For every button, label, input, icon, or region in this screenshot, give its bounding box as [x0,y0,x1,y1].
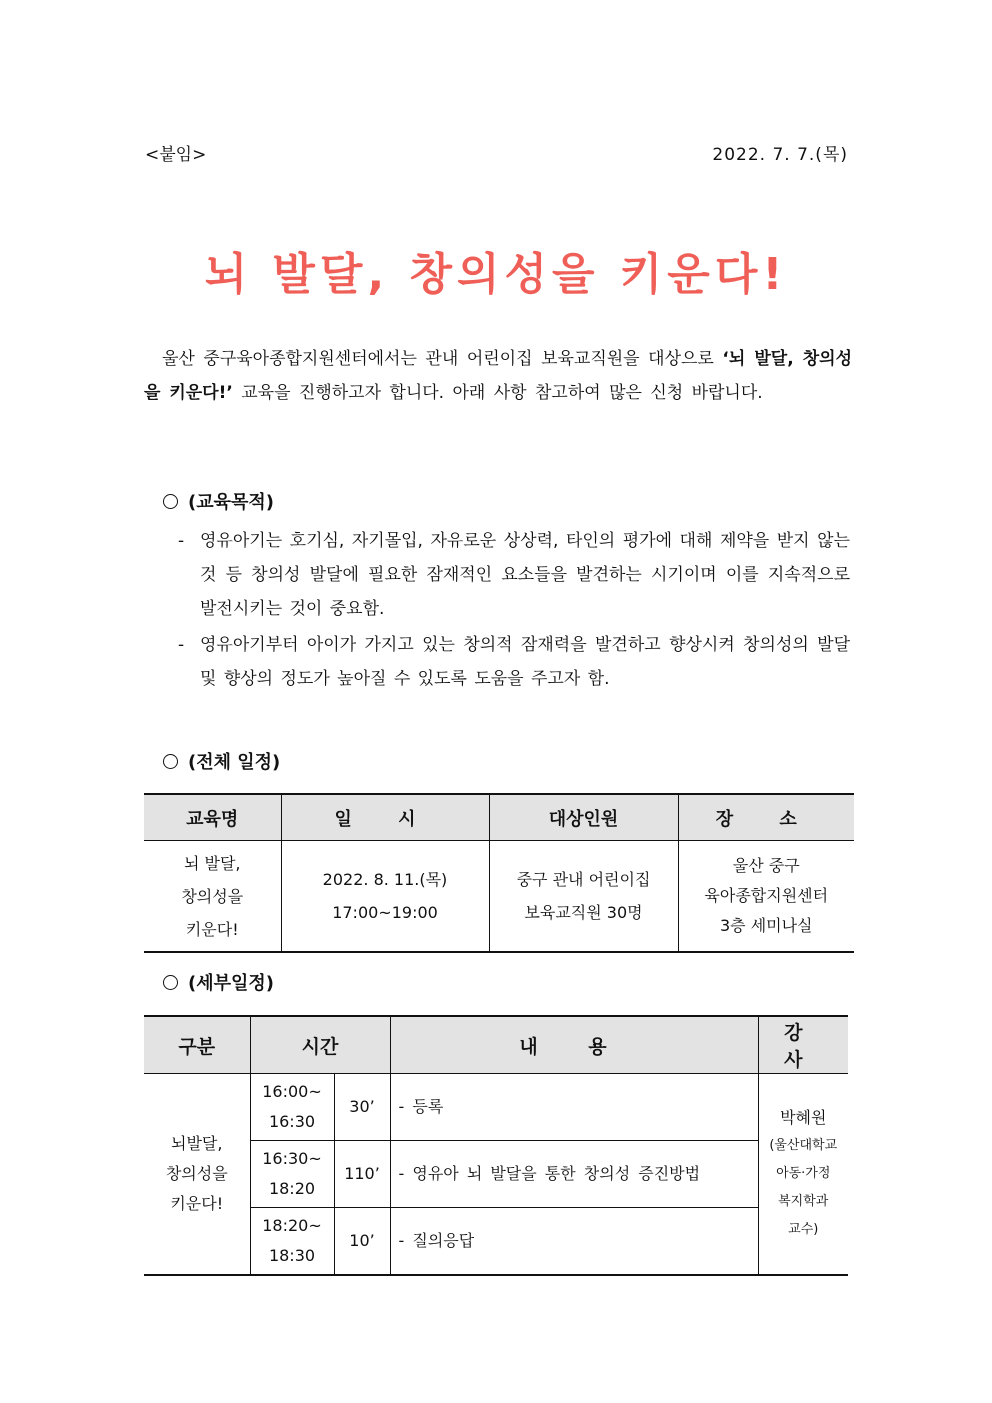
content-cell: - 영유아 뇌 발달을 통한 창의성 증진방법 [390,1141,758,1208]
table-row [144,1141,848,1208]
detail-heading-text: (세부일정) [188,973,275,994]
category-line: 뇌발달, [171,1134,223,1153]
intro-paragraph [144,342,852,410]
speaker-affiliation-line: 복지학과 [778,1194,829,1209]
purpose-heading-text: (교육목적) [188,492,275,513]
document-date: 2022. 7. 7.(목) [712,145,848,165]
place-cell [678,841,854,953]
circle-bullet-icon [163,975,178,990]
content-cell: - 등록 [390,1074,758,1141]
time-cell [250,1208,334,1276]
column-header: 대상인원 [489,794,678,841]
category-cell [144,1074,250,1276]
duration-cell: 110’ [334,1141,390,1208]
course-name-line: 키운다! [185,919,239,939]
intro-text-before: 울산 중구육아종합지원센터에서는 관내 어린이집 보육교직원을 대상으로 [162,349,723,369]
time-end: 16:30 [268,1112,316,1131]
table-header-row [144,1016,848,1074]
column-header: 시간 [250,1016,390,1074]
time-start: 16:00~ [262,1082,322,1101]
speaker-name: 박혜원 [780,1108,827,1127]
duration-cell: 30’ [334,1074,390,1141]
speaker-affiliation-line: 교수) [788,1222,819,1237]
category-line: 키운다! [170,1194,224,1213]
circle-bullet-icon [163,494,178,509]
schedule-heading [163,748,280,774]
category-line: 창의성을 [165,1164,228,1183]
purpose-bullet-text: 영유아기는 호기심, 자기몰입, 자유로운 상상력, 타인의 평가에 대해 제약을 받지 않는 것 등 창의성 발달에 필요한 잠재적인 요소들을 발견하는 시기이며 이를 지속적으로 발전시키는 것이 중요함. [200,531,850,619]
speaker-affiliation-line: (울산대학교 [769,1138,838,1153]
duration-cell: 10’ [334,1208,390,1276]
time-text: 17:00~19:00 [332,903,438,922]
table-row [144,1074,848,1141]
time-end: 18:20 [268,1179,316,1198]
detail-heading [163,969,274,995]
target-line: 중구 관내 어린이집 [516,870,651,889]
page-title: 뇌 발달, 창의성을 키운다! [204,249,788,300]
table-row [144,841,854,953]
time-cell [250,1074,334,1141]
intro-text-after: 교육을 진행하고자 합니다. 아래 사항 참고하여 많은 신청 바랍니다. [232,383,763,403]
time-start: 16:30~ [262,1149,322,1168]
column-header: 장 소 [678,794,854,841]
time-start: 18:20~ [262,1216,322,1235]
schedule-heading-text: (전체 일정) [188,752,281,773]
dash-icon: - [178,531,185,551]
time-end: 18:30 [268,1246,316,1265]
column-header: 구분 [144,1016,250,1074]
attachment-label: <붙임> [145,145,207,165]
detail-schedule-table [144,1015,848,1276]
target-cell [489,841,678,953]
table-header-row [144,794,854,841]
purpose-bullet-1 [178,524,850,626]
course-name-cell [144,841,281,953]
intro-highlight: ‘뇌 발달, 창의성을 키운다!’ [144,349,852,403]
column-header: 강 사 [758,1016,848,1074]
overall-schedule-table [144,793,854,953]
column-header: 교육명 [144,794,281,841]
speaker-cell [758,1074,848,1276]
datetime-cell [281,841,489,953]
date-text: 2022. 8. 11.(목) [322,870,448,889]
purpose-bullet-text: 영유아기부터 아이가 가지고 있는 창의적 잠재력을 발견하고 향상시켜 창의성의 발달 및 향상의 정도가 높아질 수 있도록 도움을 주고자 함. [200,635,850,689]
column-header: 내 용 [390,1016,758,1074]
purpose-bullet-2 [178,628,850,696]
place-line: 3층 세미나실 [719,916,813,935]
table-row [144,1208,848,1276]
place-line: 울산 중구 [732,856,800,875]
circle-bullet-icon [163,754,178,769]
content-cell: - 질의응답 [390,1208,758,1276]
place-line: 육아종합지원센터 [704,886,829,905]
course-name-line: 창의성을 [181,886,244,906]
speaker-affiliation-line: 아동·가정 [776,1166,831,1181]
dash-icon: - [178,635,185,655]
time-cell [250,1141,334,1208]
course-name-line: 뇌 발달, [183,853,241,873]
purpose-heading [163,488,274,514]
column-header: 일 시 [281,794,489,841]
target-line: 보육교직원 30명 [524,903,643,922]
